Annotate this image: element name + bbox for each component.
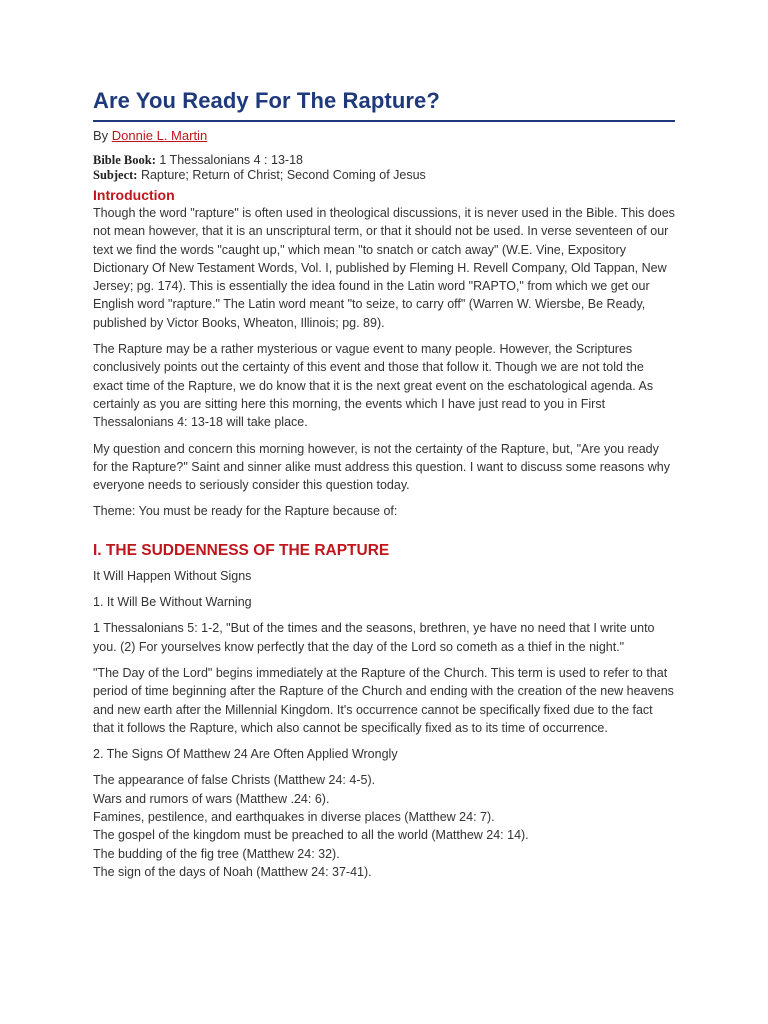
theme-line: Theme: You must be ready for the Rapture because of: (93, 504, 398, 519)
section-heading: I. THE SUDDENNESS OF THE RAPTURE (93, 541, 390, 559)
section-subheading: It Will Happen Without Signs (93, 568, 252, 583)
list-item: The budding of the fig tree (Matthew 24: 32). (93, 846, 340, 861)
scripture-quote: 1 Thessalonians 5: 1-2, "But of the times and the seasons, brethren, ye have no need that I write unto you. (2) For yourselves know perfectly that the day of the Lord so cometh as a thief in the night." (93, 621, 655, 654)
bible-book-value: 1 Thessalonians 4 : 13-18 (159, 153, 303, 167)
list-item: Wars and rumors of wars (Matthew .24: 6). (93, 791, 330, 806)
intro-paragraph: Though the word "rapture" is often used in theological discussions, it is never used in the Bible. This does not mean however, that it is an unscriptural term, or that it should not be used. In verse seventeen of our text we find the words "caught up," which mean "to snatch or catch away" (W.E. Vine, Expository Dictionary Of New Testament Words, Vol. I, published by Fleming H. Revell Company, Old Tappan, New Jersey; pg. 174). This is essentially the idea found in the Latin word "RAPTO," from which we get our English word "rapture." The Latin word meant "to seize, to carry off" (Warren W. Wiersbe, Be Ready, published by Victor Books, Wheaton, Illinois; pg. 89). (93, 206, 675, 330)
byline (93, 128, 207, 143)
introduction-heading: Introduction (93, 187, 175, 203)
list-item: The appearance of false Christs (Matthew 24: 4-5). (93, 773, 376, 788)
subject-value: Rapture; Return of Christ; Second Coming of Jesus (140, 168, 426, 182)
bible-book-label: Bible Book: (93, 153, 156, 167)
subject-label: Subject: (93, 168, 138, 182)
point-heading: 2. The Signs Of Matthew 24 Are Often Applied Wrongly (93, 747, 398, 762)
list-item: The gospel of the kingdom must be preached to all the world (Matthew 24: 14). (93, 828, 529, 843)
article-body (93, 186, 675, 881)
subject-line (93, 168, 426, 183)
title-divider (93, 120, 675, 122)
author-link[interactable]: Donnie L. Martin (111, 128, 208, 143)
signs-list (93, 771, 675, 881)
bible-book-line (93, 153, 426, 168)
by-label: By (93, 128, 109, 143)
intro-paragraph: The Rapture may be a rather mysterious or vague event to many people. However, the Scriptures conclusively points out the certainty of this event and those that follow it. Though we are not told the exact time of the Rapture, we do know that it is the next great event on the eschatological agenda. As certainly as you are sitting here this morning, the events which I have just read to you in First Thessalonians 4: 13-18 will take place. (93, 342, 654, 430)
sermon-meta (93, 153, 426, 183)
point-heading: 1. It Will Be Without Warning (93, 595, 252, 610)
list-item: The sign of the days of Noah (Matthew 24: 37-41). (93, 864, 372, 879)
list-item: Famines, pestilence, and earthquakes in diverse places (Matthew 24: 7). (93, 810, 495, 825)
intro-paragraph: My question and concern this morning however, is not the certainty of the Rapture, but, "Are you ready for the Rapture?" Saint and sinner alike must address this question. I want to discuss some reasons why everyone needs to seriously consider this question today. (93, 441, 670, 493)
body-paragraph: "The Day of the Lord" begins immediately at the Rapture of the Church. This term is used to refer to that period of time beginning after the Rapture of the Church and ending with the creation of the new heavens and new earth after the Millennial Kingdom. It's occurrence cannot be specifically fixed due to the fact that it follows the Rapture, which also cannot be specifically fixed as to its time of occurrence. (93, 665, 674, 735)
page-title: Are You Ready For The Rapture? (93, 88, 440, 113)
